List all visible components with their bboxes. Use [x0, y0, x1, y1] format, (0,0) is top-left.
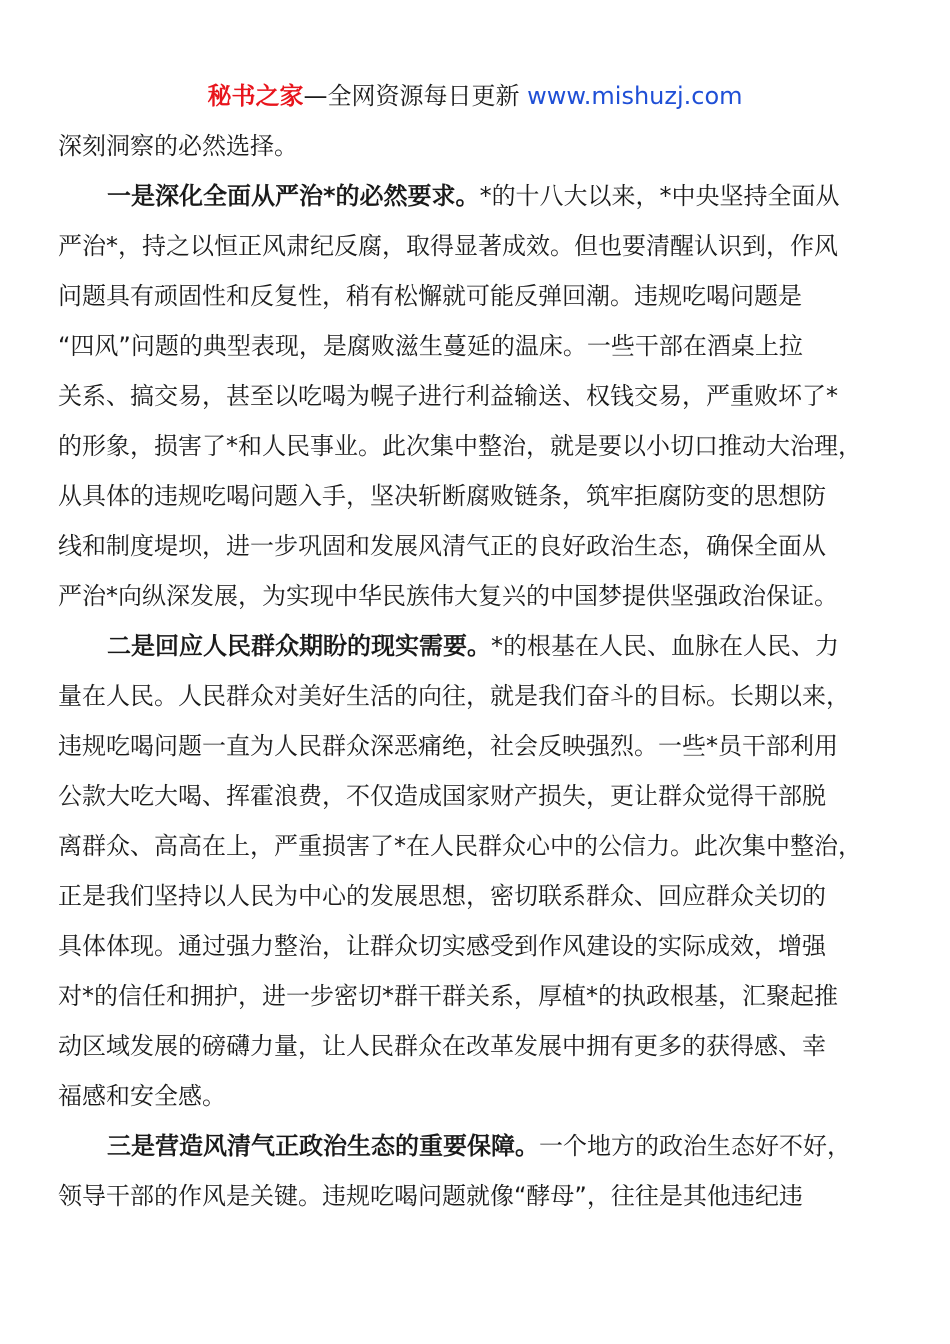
line-text: 的形象，损害了*和人民事业。此次集中整治，就是要以小切口推动大治理， [58, 432, 862, 460]
paragraph-heading: 三是营造风清气正政治生态的重要保障。 [107, 1132, 539, 1160]
line-text: 具体体现。通过强力整治，让群众切实感受到作风建设的实际成效，增强 [58, 932, 826, 960]
text-line [58, 921, 913, 971]
text-line [58, 121, 913, 171]
document-body [58, 121, 913, 1221]
text-line [58, 1121, 913, 1171]
site-header [0, 80, 950, 112]
line-text: 福感和安全感。 [58, 1082, 226, 1110]
text-line [58, 671, 913, 721]
line-text: 动区域发展的磅礴力量，让人民群众在改革发展中拥有更多的获得感、幸 [58, 1032, 826, 1060]
text-line [58, 1171, 913, 1221]
line-text: 严治*向纵深发展，为实现中华民族伟大复兴的中国梦提供坚强政治保证。 [58, 582, 838, 610]
text-line [58, 571, 913, 621]
line-text: *的十八大以来，*中央坚持全面从 [479, 182, 840, 210]
line-text: 深刻洞察的必然选择。 [58, 132, 298, 160]
text-line [58, 421, 913, 471]
brand-name: 秘书之家 [207, 82, 304, 110]
line-text: 一个地方的政治生态好不好， [539, 1132, 851, 1160]
paragraph-heading: 二是回应人民群众期盼的现实需要。 [107, 632, 491, 660]
site-url: www.mishuzj.com [527, 82, 743, 110]
text-line [58, 321, 913, 371]
text-line [58, 371, 913, 421]
text-line [58, 471, 913, 521]
line-text: 公款大吃大喝、挥霍浪费，不仅造成国家财产损失，更让群众觉得干部脱 [58, 782, 826, 810]
text-line [58, 621, 913, 671]
line-text: 违规吃喝问题一直为人民群众深恶痛绝，社会反映强烈。一些*员干部利用 [58, 732, 838, 760]
line-text: 正是我们坚持以人民为中心的发展思想，密切联系群众、回应群众关切的 [58, 882, 826, 910]
line-text: 领导干部的作风是关键。违规吃喝问题就像“酵母”，往往是其他违纪违 [58, 1182, 803, 1210]
paragraph-heading: 一是深化全面从严治*的必然要求。 [107, 182, 480, 210]
text-line [58, 171, 913, 221]
text-line [58, 521, 913, 571]
text-line [58, 221, 913, 271]
text-line [58, 721, 913, 771]
text-line [58, 771, 913, 821]
line-text: 线和制度堤坝，进一步巩固和发展风清气正的良好政治生态，确保全面从 [58, 532, 826, 560]
line-text: 严治*，持之以恒正风肃纪反腐，取得显著成效。但也要清醒认识到，作风 [58, 232, 838, 260]
text-line [58, 1021, 913, 1071]
text-line [58, 1071, 913, 1121]
line-text: 量在人民。人民群众对美好生活的向往，就是我们奋斗的目标。长期以来， [58, 682, 850, 710]
text-line [58, 971, 913, 1021]
line-text: 问题具有顽固性和反复性，稍有松懈就可能反弹回潮。违规吃喝问题是 [58, 282, 802, 310]
line-text: *的根基在人民、血脉在人民、力 [491, 632, 839, 660]
text-line [58, 871, 913, 921]
line-text: 关系、搞交易，甚至以吃喝为幌子进行利益输送、权钱交易，严重败坏了* [58, 382, 838, 410]
text-line [58, 821, 913, 871]
text-line [58, 271, 913, 321]
line-text: 从具体的违规吃喝问题入手，坚决斩断腐败链条，筑牢拒腐防变的思想防 [58, 482, 826, 510]
line-text: 对*的信任和拥护，进一步密切*群干群关系，厚植*的执政根基，汇聚起推 [58, 982, 838, 1010]
line-text: “四风”问题的典型表现，是腐败滋生蔓延的温床。一些干部在酒桌上拉 [58, 332, 803, 360]
line-text: 离群众、高高在上，严重损害了*在人民群众心中的公信力。此次集中整治， [58, 832, 862, 860]
header-tagline: —全网资源每日更新 [303, 82, 528, 110]
